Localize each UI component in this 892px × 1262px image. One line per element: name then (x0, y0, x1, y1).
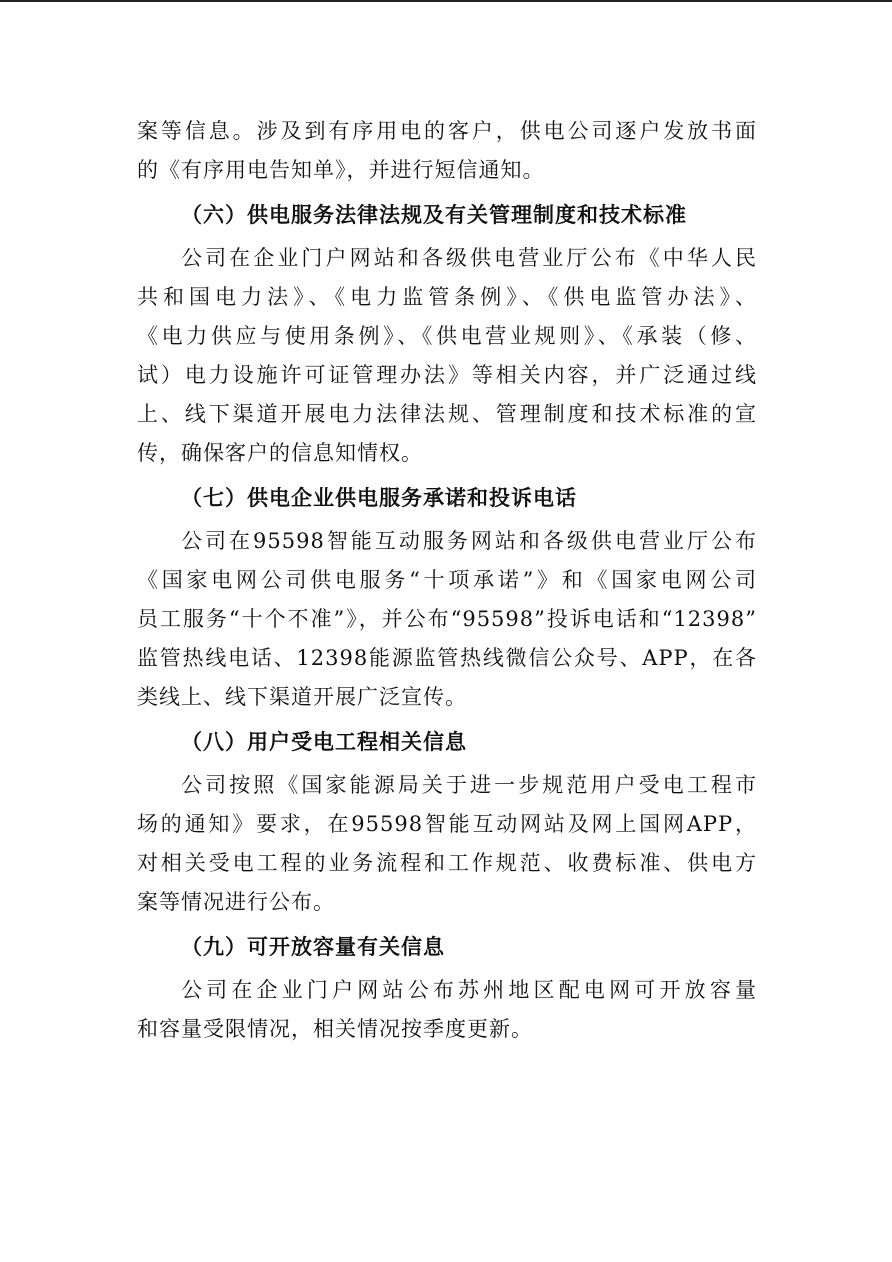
section-heading-9 (137, 927, 757, 966)
document-page (137, 112, 757, 1054)
text-line: 公司在企业门户网站和各级供电营业厅公布《中华人民 (181, 246, 757, 270)
section-heading-7 (137, 478, 757, 517)
section-heading-8-text: （八）用户受电工程相关信息 (181, 730, 467, 754)
section-heading-9-text: （九）可开放容量有关信息 (181, 935, 445, 959)
text-line: 公司在企业门户网站公布苏州地区配电网可开放容量 (181, 978, 757, 1002)
paragraph-user-power-engineering (137, 766, 757, 922)
text-line: 试）电力设施许可证管理办法》等相关内容，并广泛通过线 (137, 363, 757, 387)
text-line: 的《有序用电告知单》，并进行短信通知。 (137, 158, 545, 182)
top-border-line (0, 0, 892, 2)
text-line: 场的通知》要求，在95598智能互动网站及网上国网APP， (137, 812, 757, 836)
text-line: 案等情况进行公布。 (137, 890, 335, 914)
text-line: 对相关受电工程的业务流程和工作规范、收费标准、供电方 (137, 851, 757, 875)
text-line: 类线上、线下渠道开展广泛宣传。 (137, 685, 467, 709)
text-line: 上、线下渠道开展电力法律法规、管理制度和技术标准的宣 (137, 402, 757, 426)
section-heading-6 (137, 195, 757, 234)
text-line: 监管热线电话、12398能源监管热线微信公众号、APP，在各 (137, 646, 757, 670)
section-heading-6-text: （六）供电服务法律法规及有关管理制度和技术标准 (181, 203, 687, 227)
paragraph-open-capacity (137, 971, 757, 1049)
text-line: 《国家电网公司供电服务“十项承诺”》和《国家电网公司 (137, 568, 757, 592)
text-line: 共和国电力法》、《电力监管条例》、《供电监管办法》、 (137, 285, 757, 309)
text-line: 员工服务“十个不准”》，并公布“95598”投诉电话和“12398” (137, 607, 757, 631)
text-line: 公司在95598智能互动服务网站和各级供电营业厅公布 (181, 529, 757, 553)
paragraph-laws-and-standards (137, 239, 757, 473)
text-line: 案等信息。涉及到有序用电的客户，供电公司逐户发放书面 (137, 119, 757, 143)
paragraph-service-commitments (137, 522, 757, 717)
section-heading-7-text: （七）供电企业供电服务承诺和投诉电话 (181, 486, 577, 510)
section-heading-8 (137, 722, 757, 761)
text-line: 和容量受限情况，相关情况按季度更新。 (137, 1017, 533, 1041)
text-line: 公司按照《国家能源局关于进一步规范用户受电工程市 (181, 773, 757, 797)
text-line: 《电力供应与使用条例》、《供电营业规则》、《承装（修、 (137, 324, 757, 348)
paragraph-orderly-power-use (137, 112, 757, 190)
text-line: 传，确保客户的信息知情权。 (137, 441, 423, 465)
